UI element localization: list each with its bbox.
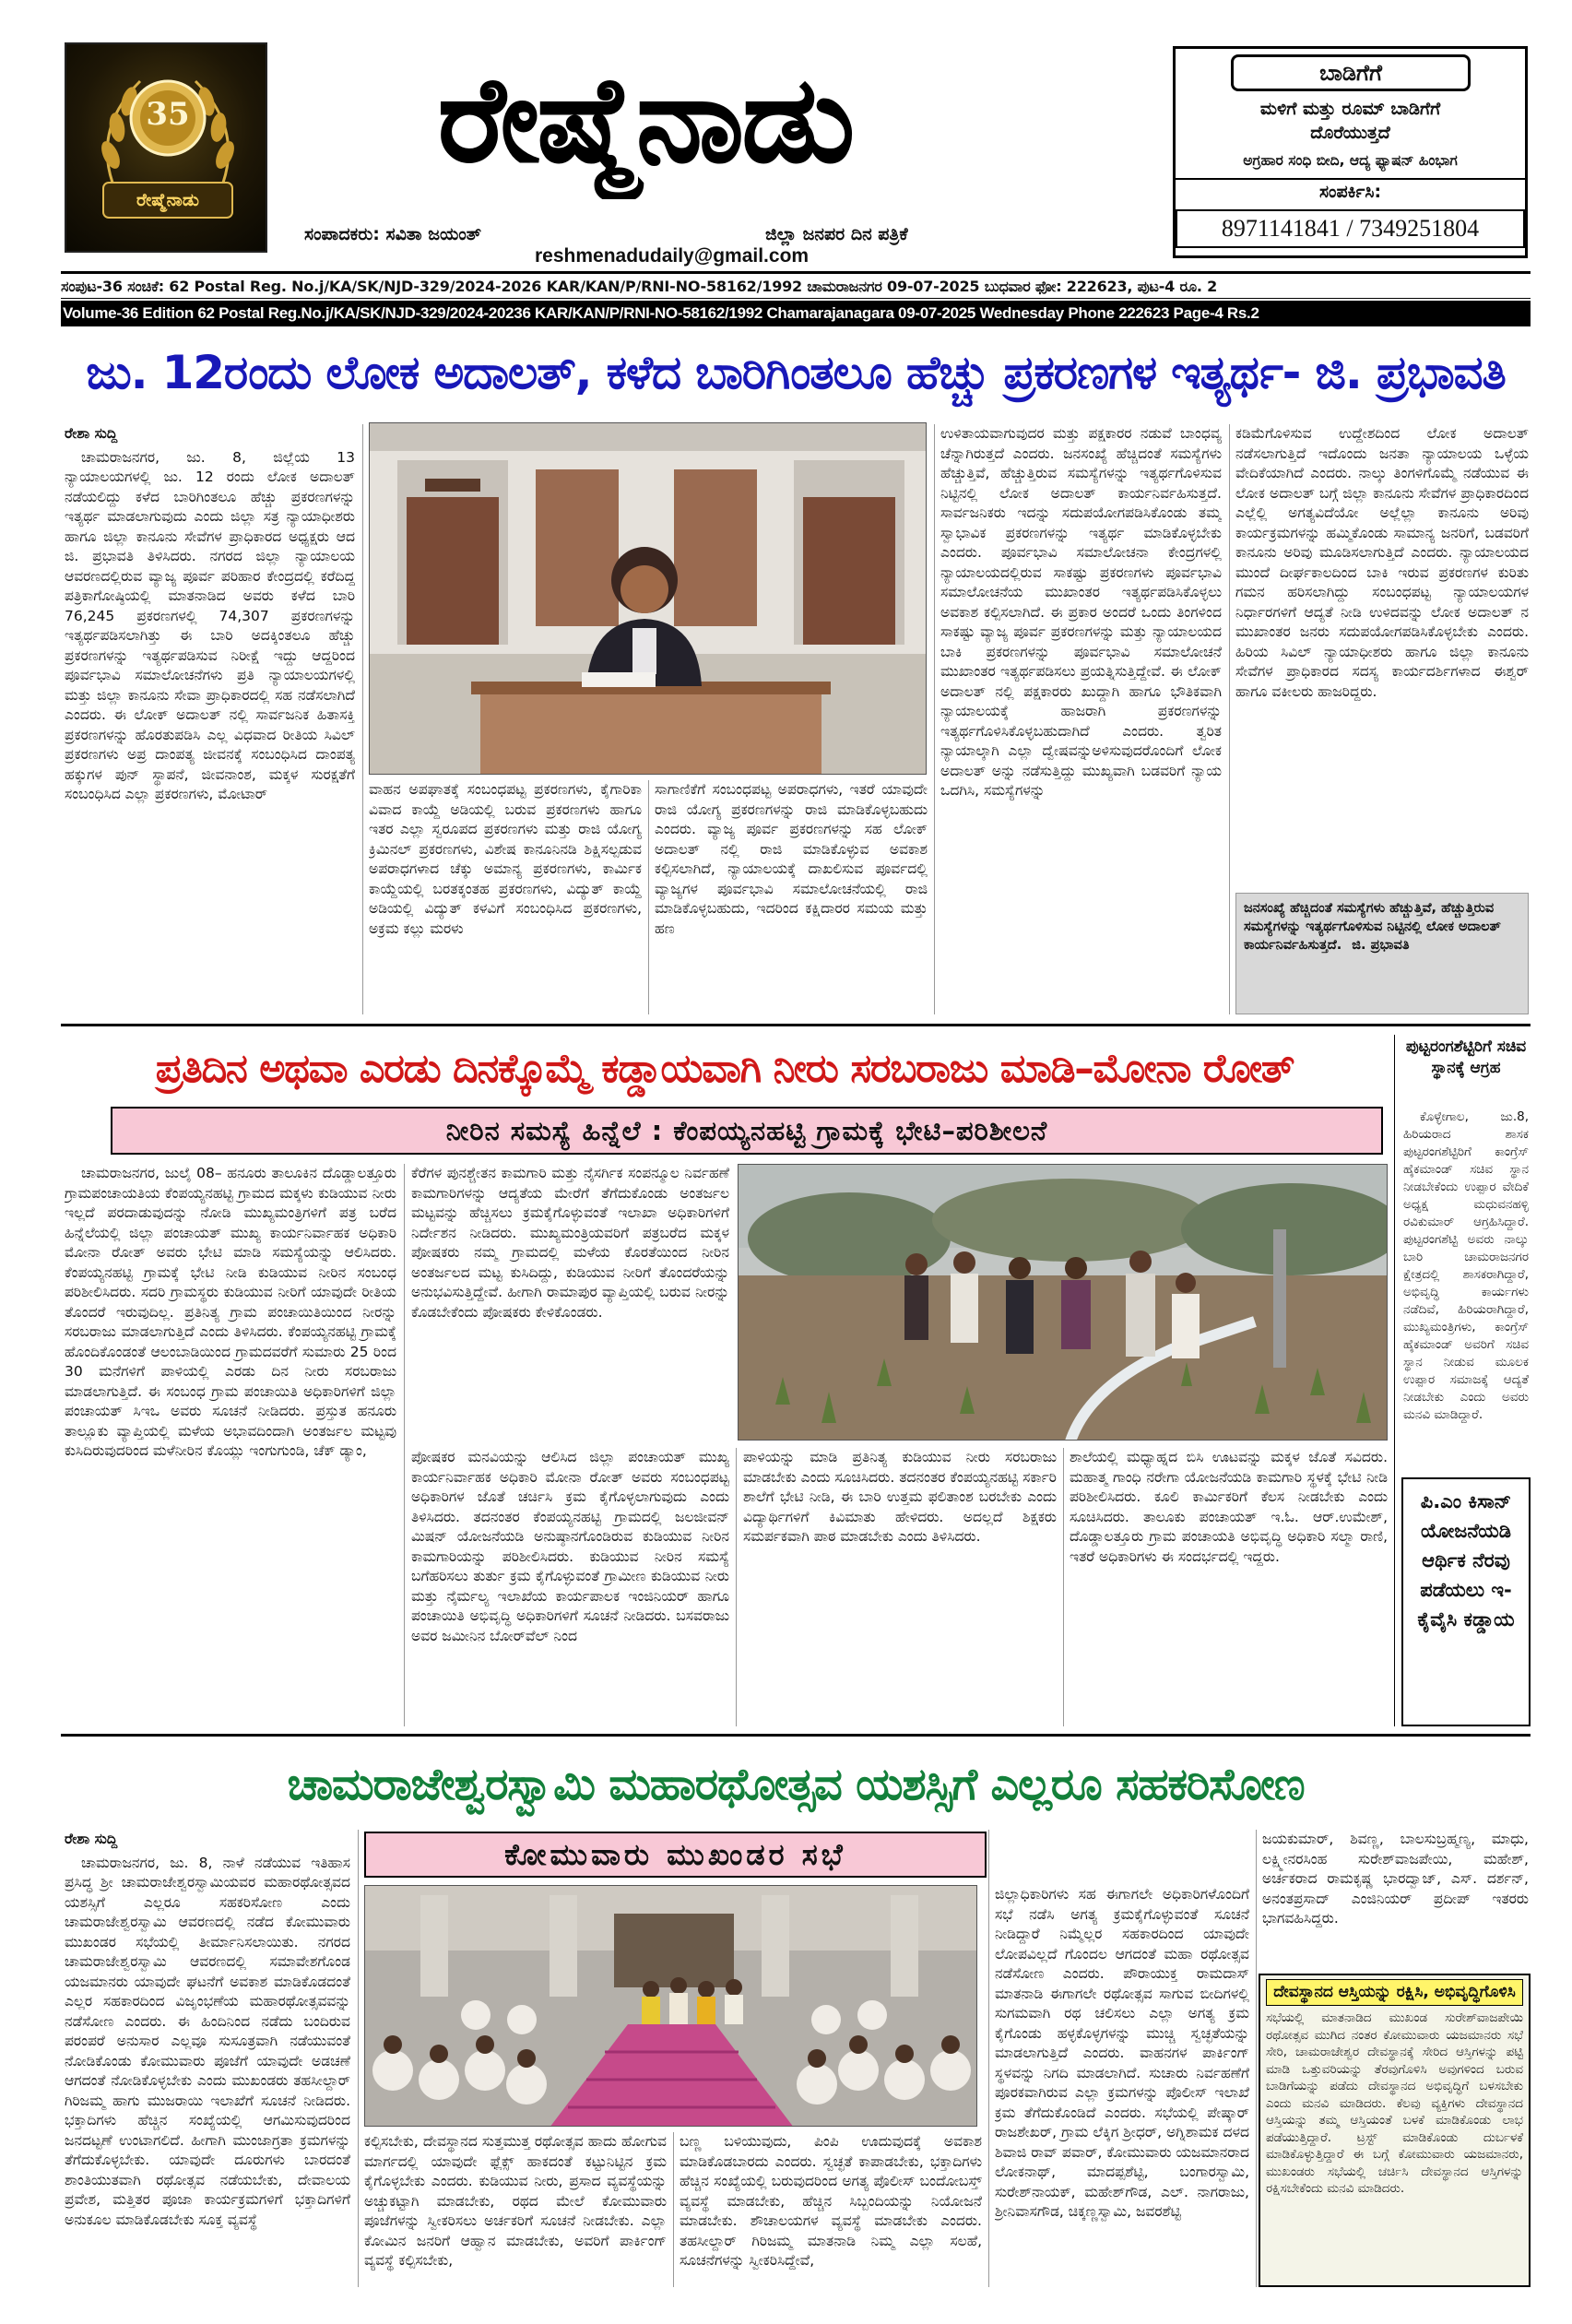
newspaper-title: ರೇಷ್ಮೆನಾಡು [438, 52, 853, 189]
judge-at-desk-image [370, 423, 927, 775]
newspaper-page [55, 37, 1531, 2287]
column-rule [404, 1164, 405, 1726]
column-rule [362, 424, 363, 1014]
temple-meeting-crowd-image [365, 1886, 977, 2127]
logo-text: ರೇಷ್ಮೆನಾಡು [136, 190, 199, 210]
story3-col2: ಕಲ್ಪಿಸಬೇಕು, ದೇವಸ್ಥಾನದ ಸುತ್ತಮುತ್ತ ರಥೋತ್ಸವ ಹಾದು ಹೋಗುವ ಮಾರ್ಗದಲ್ಲಿ ಯಾವುದೇ ಫ್ಲೆಕ್ಸ್ ಹಾಕದಂತೆ ಕಟ್ಟುನಿಟ್ಟಿನ ಕ್ರಮ ಕೈಗೊಳ್ಳಬೇಕು ಎಂದರು. ಕುಡಿಯುವ ನೀರು, ಪ್ರಸಾದ ವ್ಯವಸ್ಥೆಯನ್ನು ಅಚ್ಚುಕಟ್ಟಾಗಿ ಮಾಡಬೇಕು, ರಥದ ಮೇಲೆ ಕೋಮುವಾರು ಪೂಜೆಗಳನ್ನು ಸ್ವೀಕರಿಸಲು ಅರ್ಚಕರಿಗೆ ಸೂಚನೆ ನೀಡಬೇಕು. ಎಲ್ಲಾ ಕೋಮಿನ ಜನರಿಗೆ ಆಹ್ವಾನ ಮಾಡಬೇಕು, ಅವರಿಗೆ ಪಾರ್ಕಿಂಗ್ ವ್ಯವಸ್ಥೆ ಕಲ್ಪಿಸಬೇಕು, [364, 2133, 667, 2269]
info-bar-kannada: ಸಂಪುಟ-36 ಸಂಚಿಕೆ: 62 Postal Reg. No.j/KA/SK/NJD-329/2024-2026 KAR/KAN/P/RNI-NO-58162/1992 ಚಾಮರಾಜನಗರ 09-07-2025 ಬುಧವಾರ ಫೋ: 222623, ಪುಟ-4 ರೂ. 2 [61, 271, 1531, 299]
story2-col5: ಶಾಲೆಯಲ್ಲಿ ಮಧ್ಯಾಹ್ನದ ಬಿಸಿ ಊಟವನ್ನು ಮಕ್ಕಳ ಜೊತೆ ಸವಿದರು. ಮಹಾತ್ಮ ಗಾಂಧಿ ನರೇಗಾ ಯೋಜನೆಯಡಿ ಕಾಮಗಾರಿ ಸ್ಥಳಕ್ಕೆ ಭೇಟಿ ನೀಡಿ ಪರಿಶೀಲಿಸಿದರು. ಕೂಲಿ ಕಾರ್ಮಿಕರಿಗೆ ಕೆಲಸ ನೀಡಬೇಕು ಎಂದು ಸೂಚಿಸಿದರು. ತಾಲೂಕು ಪಂಚಾಯತ್ ಇ.ಓ. ಆರ್.ಉಮೇಶ್, ದೊಡ್ಡಾಲತ್ತೂರು ಗ್ರಾಮ ಪಂಚಾಯತಿ ಅಭಿವೃದ್ಧಿ ಅಧಿಕಾರಿ ಸಲ್ಮಾ ರಾಣಿ, ಇತರೆ ಅಧಿಕಾರಿಗಳು ಈ ಸಂದರ್ಭದಲ್ಲಿ ಇದ್ದರು. [1070, 1449, 1388, 1565]
story2-col3: ಪೋಷಕರ ಮನವಿಯನ್ನು ಆಲಿಸಿದ ಜಿಲ್ಲಾ ಪಂಚಾಯತ್ ಮುಖ್ಯ ಕಾರ್ಯನಿರ್ವಾಹಕ ಅಧಿಕಾರಿ ಮೋನಾ ರೋತ್ ಅವರು ಸಂಬಂಧಪಟ್ಟ ಅಧಿಕಾರಿಗಳ ಜೊತೆ ಚರ್ಚಿಸಿ ಕ್ರಮ ಕೈಗೊಳ್ಳಲಾಗುವುದು ಎಂದು ತಿಳಿಸಿದರು. ತದನಂತರ ಕೆಂಪಯ್ಯನಹಟ್ಟಿ ಗ್ರಾಮದಲ್ಲಿ ಜಲಜೀವನ್ ಮಿಷನ್ ಯೋಜನೆಯಡಿ ಅನುಷ್ಠಾನಗೊಂಡಿರುವ ಕುಡಿಯುವ ನೀರಿನ ಕಾಮಗಾರಿಯನ್ನು ಪರಿಶೀಲಿಸಿದರು. ಕುಡಿಯುವ ನೀರಿನ ಸಮಸ್ಯೆ ಬಗೆಹರಿಸಲು ತುರ್ತು ಕ್ರಮ ಕೈಗೊಳ್ಳುವಂತೆ ಗ್ರಾಮೀಣ ಕುಡಿಯುವ ನೀರು ಮತ್ತು ನೈರ್ಮಲ್ಯ ಇಲಾಖೆಯ ಕಾರ್ಯಪಾಲಕ ಇಂಜಿನಿಯರ್ ಹಾಗೂ ಪಂಚಾಯಿತಿ ಅಭಿವೃದ್ಧಿ ಅಧಿಕಾರಿಗಳಿಗೆ ಸೂಚನೆ ನೀಡಿದರು. ಬಸವರಾಜು ಅವರ ಜಮೀನಿನ ಬೋರ್‌ವೆಲ್ ನಿಂದ [411, 1449, 729, 1644]
story3-col5: ಜಯಕುಮಾರ್, ಶಿವಣ್ಣ, ಬಾಲಸುಬ್ರಹ್ಮಣ್ಯ, ಮಾಧು, ಲಕ್ಷ್ಮೀನರಸಿಂಹ ಸುರೇಶ್‌ವಾಜಪೇಯಿ, ಮಹೇಶ್, ಅರ್ಚಕರಾದ ರಾಮಕೃಷ್ಣ ಭಾರದ್ವಾಜ್, ಎಸ್. ದರ್ಶನ್, ಅನಂತಪ್ರಸಾದ್ ಎಂಜಿನಿಯರ್ ಪ್ರದೀಪ್ ಇತರರು ಭಾಗವಹಿಸಿದ್ದರು. [1262, 1831, 1529, 1927]
story3-box [1259, 1974, 1531, 2287]
laurel-emblem-icon [66, 44, 267, 253]
story1-col3: ಸಾಗಾಣಿಕೆಗೆ ಸಂಬಂಧಪಟ್ಟ ಅಪರಾಧಗಳು, ಇತರೆ ಯಾವುದೇ ರಾಜಿ ಯೋಗ್ಯ ಪ್ರಕರಣಗಳನ್ನು ರಾಜಿ ಮಾಡಿಕೊಳ್ಳಬಹುದು ಎಂದರು. ವ್ಯಾಜ್ಯ ಪೂರ್ವ ಪ್ರಕರಣಗಳನ್ನು ಸಹ ಲೋಕ್ ಅದಾಲತ್ ನಲ್ಲಿ ರಾಜಿ ಮಾಡಿಕೊಳ್ಳುವ ಅವಕಾಶ ಕಲ್ಪಿಸಲಾಗಿದೆ, ನ್ಯಾಯಾಲಯಕ್ಕೆ ದಾಖಲಿಸುವ ಪೂರ್ವದಲ್ಲಿ ವ್ಯಾಜ್ಯಗಳ ಪೂರ್ವಭಾವಿ ಸಮಾಲೋಚನೆಯಲ್ಲಿ ರಾಜಿ ಮಾಡಿಕೊಳ್ಳಬಹುದು, ಇದರಿಂದ ಕಕ್ಷಿದಾರರ ಸಮಯ ಮತ್ತು ಹಣ [655, 781, 928, 937]
rent-ad-box [1173, 46, 1528, 258]
story3-col1: ರೇಶಾ ಸುದ್ದಿ ಚಾಮರಾಜನಗರ, ಜು. 8, ನಾಳೆ ನಡೆಯುವ ಇತಿಹಾಸ ಪ್ರಸಿದ್ಧ ಶ್ರೀ ಚಾಮರಾಜೇಶ್ವರಸ್ವಾಮಿಯವರ ಮಹಾರಥೋತ್ಸವದ ಯಶಸ್ಸಿಗೆ ಎಲ್ಲರೂ ಸಹಕರಿಸೋಣ ಎಂದು ಚಾಮರಾಜೇಶ್ವರಸ್ವಾಮಿ ಆವರಣದಲ್ಲಿ ನಡೆದ ಕೋಮುವಾರು ಮುಖಂಡರ ಸಭೆಯಲ್ಲಿ ತೀರ್ಮಾನಿಸಲಾಯಿತು. ನಗರದ ಚಾಮರಾಜೇಶ್ವರಸ್ವಾಮಿ ಆವರಣದಲ್ಲಿ ಸಮಾವೇಶಗೊಂಡ ಯಜಮಾನರು ಯಾವುದೇ ಘಟನೆಗೆ ಅವಕಾಶ ಮಾಡಿಕೊಡದಂತೆ ಎಲ್ಲರ ಸಹಕಾರದಿಂದ ವಿಜೃಂಭಣೆಯ ಮಹಾರಥೋತ್ಸವವನ್ನು ನಡೆಸೋಣ ಎಂದರು. ಈ ಹಿಂದಿನಿಂದ ನಡೆದು ಬಂದಿರುವ ಪರಂಪರೆ ಅನುಸಾರ ಎಲ್ಲವೂ ಸುಸೂತ್ರವಾಗಿ ನಡೆಯುವಂತೆ ನೋಡಿಕೊಂಡು ಕೋಮುವಾರು ಪೂಜೆಗೆ ಯಾವುದೇ ಅಡಚಣೆ ಆಗದಂತೆ ನೋಡಿಕೊಳ್ಳಬೇಕು ಎಂದು ಮುಖಂಡರು ತಹಸೀಲ್ದಾರ್ ಗಿರಿಜಮ್ಮ ಹಾಗು ಮುಜರಾಯಿ ಇಲಾಖೆಗೆ ಸೂಚನೆ ನೀಡಿದರು. ಭಕ್ತಾದಿಗಳು ಹೆಚ್ಚಿನ ಸಂಖ್ಯೆಯಲ್ಲಿ ಆಗಮಿಸುವುದರಿಂದ ಜನದಟ್ಟಣೆ ಉಂಟಾಗಲಿದೆ. ಹೀಗಾಗಿ ಮುಂಜಾಗ್ರತಾ ಕ್ರಮಗಳನ್ನು ತೆಗೆದುಕೊಳ್ಳಬೇಕು. ಯಾವುದೇ ದೂರುಗಳು ಬಾರದಂತೆ ಶಾಂತಿಯುತವಾಗಿ ರಥೋತ್ಸವ ನಡೆಯಬೇಕು, ದೇವಾಲಯ ಪ್ರವೇಶ, ಮತ್ತಿತರ ಪೂಜಾ ಕಾರ್ಯಕ್ರಮಗಳಿಗೆ ಭಕ್ತಾದಿಗಳಿಗೆ ಅನುಕೂಲ ಮಾಡಿಕೊಡಬೇಕು ಸೂಕ್ತ ವ್ಯವಸ್ಥೆ [65, 1831, 350, 2228]
email-address: reshmenadudaily@gmail.com [535, 245, 810, 267]
story1-col5: ಕಡಿಮೆಗೊಳಿಸುವ ಉದ್ದೇಶದಿಂದ ಲೋಕ ಅದಾಲತ್ ನಡೆಸಲಾಗುತ್ತಿದೆ ಇದೊಂದು ಜನತಾ ನ್ಯಾಯಾಲಯ ಒಳ್ಳೆಯ ವೇದಿಕೆಯಾಗಿದೆ ಎಂದರು. ನಾಲ್ಕು ತಿಂಗಳಿಗೊಮ್ಮೆ ನಡೆಯುವ ಈ ಲೋಕ ಅದಾಲತ್ ಬಗ್ಗೆ ಜಿಲ್ಲಾ ಕಾನೂನು ಸೇವೆಗಳ ಪ್ರಾಧಿಕಾರದಿಂದ ಎಲ್ಲೆಲ್ಲಿ ಅಗತ್ಯವಿದೆಯೋ ಅಲ್ಲೆಲ್ಲಾ ಕಾನೂನು ಅರಿವು ಕಾರ್ಯಕ್ರಮಗಳನ್ನು ಹಮ್ಮಿಕೊಂಡು ಸಾಮಾನ್ಯ ಜನರಿಗೆ, ಬಡವರಿಗೆ ಕಾನೂನು ಅರಿವು ಮೂಡಿಸಲಾಗುತ್ತಿದೆ ಎಂದರು. ನ್ಯಾಯಾಲಯದ ಮುಂದೆ ದೀರ್ಘಕಾಲದಿಂದ ಬಾಕಿ ಇರುವ ಪ್ರಕರಣಗಳ ಕುರಿತು ಗಮನ ಹರಿಸಲಾಗಿದ್ದು ಸಂಬಂಧಪಟ್ಟ ನ್ಯಾಯಾಲಯಗಳ ನಿರ್ಧಾರಗಳಿಗೆ ಆದ್ಯತೆ ನೀಡಿ ಉಳಿದವನ್ನು ಲೋಕ ಅದಾಲತ್ ನ ಮುಖಾಂತರ ಜನರು ಸದುಪಯೋಗಪಡಿಸಿಕೊಳ್ಳಬೇಕು ಎಂದರು. ಹಿರಿಯ ಸಿವಿಲ್ ನ್ಯಾಯಾಧೀಶರು ಹಾಗೂ ಜಿಲ್ಲಾ ಕಾನೂನು ಸೇವೆಗಳ ಪ್ರಾಧಿಕಾರದ ಸದಸ್ಯ ಕಾರ್ಯದರ್ಶಿಗಳಾದ ಈಶ್ವರ್ ಹಾಗೂ ವಕೀಲರು ಹಾಜರಿದ್ದರು. [1235, 425, 1529, 700]
section-divider [61, 1024, 1531, 1026]
rent-ad-line1: ಮಳಿಗೆ ಮತ್ತು ರೂಮ್ ಬಾಡಿಗೆಗೆ [1259, 99, 1441, 119]
logo-badge [65, 42, 267, 253]
story2-col2: ಕೆರೆಗಳ ಪುನಶ್ಚೇತನ ಕಾಮಗಾರಿ ಮತ್ತು ನೈಸರ್ಗಿಕ ಸಂಪನ್ಮೂಲ ನಿರ್ವಹಣೆ ಕಾಮಗಾರಿಗಳನ್ನು ಆದ್ಯತೆಯ ಮೇರೆಗೆ ತೆಗೆದುಕೊಂಡು ಅಂತರ್ಜಲ ಮಟ್ಟವನ್ನು ಹೆಚ್ಚಿಸಲು ಕ್ರಮಕೈಗೊಳ್ಳುವಂತೆ ಇಲಾಖಾ ಅಧಿಕಾರಿಗಳಿಗೆ ನಿರ್ದೇಶನ ನೀಡಿದರು. ಮುಖ್ಯಮಂತ್ರಿಯವರಿಗೆ ಪತ್ರಬರೆದ ಮಕ್ಕಳ ಪೋಷಕರು ನಮ್ಮ ಗ್ರಾಮದಲ್ಲಿ ಮಳೆಯ ಕೊರತೆಯಿಂದ ನೀರಿನ ಅಂತರ್ಜಲದ ಮಟ್ಟ ಕುಸಿದಿದ್ದು, ಕುಡಿಯುವ ನೀರಿಗೆ ತೊಂದರೆಯನ್ನು ಅನುಭವಿಸುತ್ತಿದ್ದೇವೆ. ಹೀಗಾಗಿ ರಾಮಾಪುರ ವ್ಯಾಪ್ತಿಯಲ್ಲಿ ಬರುವ ನೀರನ್ನು ಕೊಡಬೇಕೆಂದು ಪೋಷಕರು ಕೇಳಿಕೊಂಡರು. [411, 1165, 729, 1321]
tagline: ಜಿಲ್ಲಾ ಜನಪರ ದಿನ ಪತ್ರಿಕೆ [765, 224, 908, 244]
column-rule [358, 1830, 359, 2287]
badge-number: 35 [146, 96, 190, 133]
story3-subhead-box: ಕೋಮುವಾರು ಮುಖಂಡರ ಸಭೆ [364, 1832, 987, 1878]
story2-photo-village-visit [738, 1164, 1388, 1441]
column-rule [988, 1830, 989, 2287]
story1-pullquote-box [1235, 893, 1529, 1014]
story1-byline: ರೇಶಾ ಸುದ್ದಿ [65, 425, 118, 442]
story1-headline: ಜು. 12ರಂದು ಲೋಕ ಅದಾಲತ್, ಕಳೆದ ಬಾರಿಗಿಂತಲೂ ಹೆಚ್ಚು ಪ್ರಕರಣಗಳ ಇತ್ಯರ್ಥ- ಜಿ. ಪ್ರಭಾವತಿ [86, 346, 1506, 399]
sidebar2-text: ಪಿ.ಎಂ ಕಿಸಾನ್ ಯೋಜನೆಯಡಿ ಆರ್ಥಿಕ ನೆರವು ಪಡೆಯಲು ಇ-ಕೈವೈಸಿ ಕಡ್ಡಾಯ [1417, 1490, 1515, 1630]
rent-ad-contact-label: ಸಂಪರ್ಕಿಸಿ: [1176, 178, 1525, 202]
column-rule [1229, 424, 1230, 1014]
rent-ad-line2: ದೊರೆಯುತ್ತದೆ [1310, 123, 1390, 143]
info-bar-english: Volume-36 Edition 62 Postal Reg.No.j/KA/SK/NJD-329/2024-20236 KAR/KAN/P/RNI-NO-58162/1992 Chamarajanagara 09-07-2025 Wednesday Phone 222623 Page-4 Rs.2 [61, 301, 1531, 326]
column-rule [1256, 1830, 1257, 2287]
column-rule [1394, 1035, 1395, 1726]
rent-ad-heading: ಬಾಡಿಗೆಗೆ [1231, 54, 1471, 91]
story3-col4: ಜಿಲ್ಲಾಧಿಕಾರಿಗಳು ಸಹ ಈಗಾಗಲೇ ಅಧಿಕಾರಿಗಳೊಂದಿಗೆ ಸಭೆ ನಡೆಸಿ ಅಗತ್ಯ ಕ್ರಮಕೈಗೊಳ್ಳುವಂತೆ ಸೂಚನೆ ನೀಡಿದ್ದಾರೆ ನಿಮ್ಮೆಲ್ಲರ ಸಹಕಾರದಿಂದ ಯಾವುದೇ ಲೋಪವಿಲ್ಲದೆ ಗೊಂದಲ ಆಗದಂತೆ ಮಹಾ ರಥೋತ್ಸವ ನಡೆಸೋಣ ಎಂದರು. ಪೌರಾಯುಕ್ತ ರಾಮದಾಸ್ ಮಾತನಾಡಿ ಈಗಾಗಲೇ ರಥೋತ್ಸವ ಸಾಗುವ ಬೀದಿಗಳಲ್ಲಿ ಸುಗಮವಾಗಿ ರಥ ಚಲಿಸಲು ಎಲ್ಲಾ ಅಗತ್ಯ ಕ್ರಮ ಕೈಗೊಂಡು ಹಳ್ಳಕೊಳ್ಳಗಳನ್ನು ಮುಚ್ಚಿ ಸ್ವಚ್ಛತೆಯನ್ನು ಮಾಡಲಾಗುತ್ತಿದೆ ಎಂದರು. ವಾಹನಗಳ ಪಾರ್ಕಿಂಗ್ ಸ್ಥಳವನ್ನು ನಿಗದಿ ಮಾಡಲಾಗಿದೆ. ಸುಚಾರು ನಿರ್ವಹಣೆಗೆ ಪೂರಕವಾಗಿರುವ ಎಲ್ಲಾ ಕ್ರಮಗಳನ್ನು ಪೊಲೀಸ್ ಇಲಾಖೆ ಕ್ರಮ ತೆಗೆದುಕೊಂಡಿದೆ ಎಂದರು. ಸಭೆಯಲ್ಲಿ ಪೇಷ್ಕಾರ್ ರಾಜಶೇಖರ್, ಗ್ರಾಮ ಲೆಕ್ಕಿಗ ಶ್ರೀಧರ್, ಅಗ್ನಿಶಾಮಕ ದಳದ ಶಿವಾಜಿ ರಾವ್ ಪವಾರ್, ಕೋಮುವಾರು ಯಜಮಾನರಾದ ಲೋಕನಾಥ್, ಮಾದಪ್ಪಶೆಟ್ಟಿ, ಬಂಗಾರಸ್ವಾಮಿ, ಸುರೇಶ್‌ನಾಯಕ್, ಮಹೇಶ್‌ಗೌಡ, ಎಲ್. ನಾಗರಾಜು, ಶ್ರೀನಿವಾಸಗೌಡ, ಚಿಕ್ಕಣ್ಣಸ್ವಾಮಿ, ಜವರಶೆಟ್ಟಿ [995, 1886, 1249, 2220]
officials-inspecting-water-pipe-image [739, 1165, 1388, 1441]
story3-byline: ರೇಶಾ ಸುದ್ದಿ [65, 1831, 118, 1847]
sidebar1-body: ಕೊಳ್ಳೇಗಾಲ, ಜು.8, ಹಿರಿಯರಾದ ಶಾಸಕ ಪುಟ್ಟರಂಗಶೆಟ್ಟಿರಿಗೆ ಕಾಂಗ್ರೆಸ್ ಹೈಕಮಾಂಡ್ ಸಚಿವ ಸ್ಥಾನ ನೀಡಬೇಕೆಂದು ಉಪ್ಪಾರ ವೇದಿಕೆ ಅಧ್ಯಕ್ಷ ಮಧುವನಹಳ್ಳಿ ರವಿಕುಮಾರ್ ಆಗ್ರಹಿಸಿದ್ದಾರೆ. ಪುಟ್ಟರಂಗಶೆಟ್ಟಿ ಅವರು ನಾಲ್ಕು ಬಾರಿ ಚಾಮರಾಜನಗರ ಕ್ಷೇತ್ರದಲ್ಲಿ ಶಾಸಕರಾಗಿದ್ದಾರೆ, ಅಭಿವೃದ್ಧಿ ಕಾರ್ಯಗಳು ನಡೆದಿವೆ, ಹಿರಿಯರಾಗಿದ್ದಾರೆ, ಮುಖ್ಯಮಂತ್ರಿಗಳು, ಕಾಂಗ್ರೆಸ್ ಹೈಕಮಾಂಡ್ ಅವರಿಗೆ ಸಚಿವ ಸ್ಥಾನ ನೀಡುವ ಮೂಲಕ ಉಪ್ಪಾರ ಸಮಾಜಕ್ಕೆ ಆದ್ಯತೆ ನೀಡಬೇಕು ಎಂದು ಅವರು ಮನವಿ ಮಾಡಿದ್ದಾರೆ. [1403, 1109, 1529, 1422]
story2-col4: ಪಾಳಿಯನ್ನು ಮಾಡಿ ಪ್ರತಿನಿತ್ಯ ಕುಡಿಯುವ ನೀರು ಸರಬರಾಜು ಮಾಡಬೇಕು ಎಂದು ಸೂಚಿಸಿದರು. ತದನಂತರ ಕೆಂಪಯ್ಯನಹಟ್ಟಿ ಸರ್ಕಾರಿ ಶಾಲೆಗೆ ಭೇಟಿ ನೀಡಿ, ಈ ಬಾರಿ ಉತ್ತಮ ಫಲಿತಾಂಶ ಬರಬೇಕು ಎಂದು ವಿದ್ಯಾರ್ಥಿಗಳಿಗೆ ಕಿವಿಮಾತು ಹೇಳಿದರು. ಅದಲ್ಲದೆ ಶಿಕ್ಷಕರು ಸಮರ್ಪಕವಾಗಿ ಪಾಠ ಮಾಡಬೇಕು ಎಂದು ತಿಳಿಸಿದರು. [743, 1449, 1057, 1545]
story1-col4: ಉಳಿತಾಯವಾಗುವುದರ ಮತ್ತು ಪಕ್ಷಕಾರರ ನಡುವೆ ಬಾಂಧವ್ಯ ಚೆನ್ನಾಗಿರುತ್ತದೆ ಎಂದರು. ಜನಸಂಖ್ಯೆ ಹೆಚ್ಚಿದಂತೆ ಸಮಸ್ಯೆಗಳು ಹೆಚ್ಚುತ್ತಿವೆ, ಹೆಚ್ಚುತ್ತಿರುವ ಸಮಸ್ಯೆಗಳನ್ನು ಇತ್ಯರ್ಥಗೊಳಿಸುವ ನಿಟ್ಟಿನಲ್ಲಿ ಲೋಕ ಅದಾಲತ್ ಕಾರ್ಯನಿರ್ವಹಿಸುತ್ತದೆ. ಸಾರ್ವಜನಿಕರು ಇದನ್ನು ಸದುಪಯೋಗಪಡಿಸಿಕೊಂಡು ತಮ್ಮ ಸ್ವಾಭಾವಿಕ ಪ್ರಕರಣಗಳನ್ನು ಇತ್ಯರ್ಥ ಮಾಡಿಕೊಳ್ಳಬೇಕು ಎಂದರು. ಪೂರ್ವಭಾವಿ ಸಮಾಲೋಚನಾ ಕೇಂದ್ರಗಳಲ್ಲಿ ನ್ಯಾಯಾಲಯದಲ್ಲಿರುವ ಸಾಕಷ್ಟು ಪ್ರಕರಣಗಳು ಪೂರ್ವಭಾವಿ ಸಮಾಲೋಚನೆಯ ಮುಖಾಂತರ ಇತ್ಯರ್ಥಪಡಿಸಿಕೊಳ್ಳಲು ಅವಕಾಶ ಕಲ್ಪಿಸಲಾಗಿದೆ. ಈ ಪ್ರಕಾರ ಅಂದರೆ ಒಂದು ತಿಂಗಳಿಂದ ಸಾಕಷ್ಟು ವ್ಯಾಜ್ಯ ಪೂರ್ವ ಪ್ರಕರಣಗಳನ್ನು ಮತ್ತು ನ್ಯಾಯಾಲಯದ ಬಾಕಿ ಪ್ರಕರಣಗಳನ್ನು ಪೂರ್ವಭಾವಿ ಸಮಾಲೋಚನೆ ಮುಖಾಂತರ ಇತ್ಯರ್ಥಪಡಿಸಲು ಪ್ರಯತ್ನಿಸುತ್ತಿದ್ದೇವೆ. ಈ ಲೋಕ್ ಅದಾಲತ್ ನಲ್ಲಿ ಪಕ್ಷಕಾರರು ಖುದ್ದಾಗಿ ಹಾಗೂ ಭೌತಿಕವಾಗಿ ನ್ಯಾಯಾಲಯಕ್ಕೆ ಹಾಜರಾಗಿ ಪ್ರಕರಣಗಳನ್ನು ಇತ್ಯರ್ಥಗೊಳಿಸಿಕೊಳ್ಳಬಹುದಾಗಿದೆ ಎಂದರು. ತ್ವರಿತ ನ್ಯಾಯಾಲ್ಕಾಗಿ ಎಲ್ಲಾ ದ್ವೇಷವನ್ನುಅಳಿಸುವುದರೊಂದಿಗೆ ಲೋಕ ಅದಾಲತ್ ಅನ್ನು ನಡೆಸುತ್ತಿದ್ದು ಮುಖ್ಯವಾಗಿ ಬಡವರಿಗೆ ನ್ಯಾಯ ಒದಗಿಸಿ, ಸಮಸ್ಯೆಗಳನ್ನು [940, 425, 1222, 799]
story3-photo-temple-meeting [364, 1885, 977, 2127]
pullquote-text: ಜನಸಂಖ್ಯೆ ಹೆಚ್ಚಿದಂತೆ ಸಮಸ್ಯೆಗಳು ಹೆಚ್ಚುತ್ತಿವೆ, ಹೆಚ್ಚುತ್ತಿರುವ ಸಮಸ್ಯೆಗಳನ್ನು ಇತ್ಯರ್ಥಗೊಳಿಸುವ ನಿಟ್ಟಿನಲ್ಲಿ ಲೋಕ ಅದಾಲತ್ ಕಾರ್ಯನಿರ್ವಹಿಸುತ್ತದೆ. [1244, 901, 1501, 953]
rent-ad-phones: 8971141841 / 7349251804 [1176, 209, 1525, 248]
story2-subhead-box: ನೀರಿನ ಸಮಸ್ಯೆ ಹಿನ್ನೆಲೆ : ಕೆಂಪಯ್ಯನಹಟ್ಟಿ ಗ್ರಾಮಕ್ಕೆ ಭೇಟಿ–ಪರಿಶೀಲನೆ [111, 1107, 1383, 1155]
column-rule [648, 780, 649, 1014]
column-rule [673, 2132, 674, 2287]
editor-line: ಸಂಪಾದಕರು: ಸವಿತಾ ಜಯಂತ್ [304, 224, 482, 244]
story1-col2: ವಾಹನ ಅಪಘಾತಕ್ಕೆ ಸಂಬಂಧಪಟ್ಟ ಪ್ರಕರಣಗಳು, ಕೈಗಾರಿಕಾ ವಿವಾದ ಕಾಯ್ದೆ ಅಡಿಯಲ್ಲಿ ಬರುವ ಪ್ರಕರಣಗಳು ಹಾಗೂ ಇತರ ಎಲ್ಲಾ ಸ್ವರೂಪದ ಪ್ರಕರಣಗಳು ಮತ್ತು ರಾಜಿ ಯೋಗ್ಯ ಕ್ರಿಮಿನಲ್ ಪ್ರಕರಣಗಳು, ವಿಶೇಷ ಕಾನೂನಿನಡಿ ಶಿಕ್ಷಿಸಲ್ಪಡುವ ಅಪರಾಧಗಳಾದ ಚೆಕ್ಕು ಅಮಾನ್ಯ ಪ್ರಕರಣಗಳು, ಕಾರ್ಮಿಕ ಕಾಯ್ದೆಯಲ್ಲಿ ಬರತಕ್ಕಂತಹ ಪ್ರಕರಣಗಳು, ವಿದ್ಯುತ್ ಕಾಯ್ದೆ ಅಡಿಯಲ್ಲಿ ವಿದ್ಯುತ್ ಕಳವಿಗೆ ಸಂಬಂಧಿಸಿದ ಪ್ರಕರಣಗಳು, ಅಕ್ರಮ ಕಲ್ಲು ಮರಳು [369, 781, 642, 937]
rent-ad-address: ಅಗ್ರಹಾರ ಸಂಧಿ ಬೀದಿ, ಆದ್ಯ ಫ್ಯಾಷನ್ ಹಿಂಭಾಗ [1243, 152, 1458, 169]
story1-col1: ರೇಶಾ ಸುದ್ದಿ ಚಾಮರಾಜನಗರ, ಜು. 8, ಜಿಲ್ಲೆಯ 13 ನ್ಯಾಯಾಲಯಗಳಲ್ಲಿ ಜು. 12 ರಂದು ಲೋಕ ಅದಾಲತ್ ನಡೆಯಲಿದ್ದು ಕಳೆದ ಬಾರಿಗಿಂತಲೂ ಹೆಚ್ಚು ಪ್ರಕರಣಗಳನ್ನು ಇತ್ಯರ್ಥ ಮಾಡಲಾಗುವುದು ಎಂದು ಜಿಲ್ಲಾ ಸತ್ರ ನ್ಯಾಯಾಧೀಶರು ಹಾಗೂ ಜಿಲ್ಲಾ ಕಾನೂನು ಸೇವೆಗಳ ಪ್ರಾಧಿಕಾರದ ಅಧ್ಯಕ್ಷರು ಆದ ಜಿ. ಪ್ರಭಾವತಿ ತಿಳಿಸಿದರು. ನಗರದ ಜಿಲ್ಲಾ ನ್ಯಾಯಾಲಯ ಆವರಣದಲ್ಲಿರುವ ವ್ಯಾಜ್ಯ ಪೂರ್ವ ಪರಿಹಾರ ಕೇಂದ್ರದಲ್ಲಿ ಕರೆದಿದ್ದ ಪತ್ರಿಕಾಗೋಷ್ಠಿಯಲ್ಲಿ ಮಾತನಾಡಿದ ಅವರು ಕಳೆದ ಬಾರಿ 76,245 ಪ್ರಕರಣಗಳಲ್ಲಿ 74,307 ಪ್ರಕರಣಗಳನ್ನು ಇತ್ಯರ್ಥಪಡಿಸಲಾಗಿತ್ತು ಈ ಬಾರಿ ಅದಕ್ಕಿಂತಲೂ ಹೆಚ್ಚು ಪ್ರಕರಣಗಳನ್ನು ಇತ್ಯರ್ಥಪಡಿಸುವ ನಿರೀಕ್ಷೆ ಇದ್ದು ಆದ್ದರಿಂದ ಪೂರ್ವಭಾವಿ ಸಮಾಲೋಚನೆಗಳು ಪ್ರತಿ ನ್ಯಾಯಾಲಯಗಳಲ್ಲಿ ಮತ್ತು ಜಿಲ್ಲಾ ಕಾನೂನು ಸೇವಾ ಪ್ರಾಧಿಕಾರದಲ್ಲಿ ಸಹ ನಡೆಸಲಾಗಿದೆ ಎಂದರು. ಈ ಲೋಕ್ ಅದಾಲತ್ ನಲ್ಲಿ ಸಾರ್ವಜನಿಕ ಹಿತಾಸಕ್ತಿ ಪ್ರಕರಣಗಳನ್ನು ಹೊರತುಪಡಿಸಿ ಎಲ್ಲ ವಿಧವಾದ ರೀತಿಯ ಸಿವಿಲ್ ಪ್ರಕರಣಗಳು ಅಪ್ರ ದಾಂಪತ್ಯ ಜೀವನಕ್ಕೆ ಸಂಬಂಧಿಸಿದ ದಾಂಪತ್ಯ ಹಕ್ಕುಗಳ ಪುನ್ ಸ್ಥಾಪನೆ, ಜೀವನಾಂಶ, ಮಕ್ಕಳ ಸುರಕ್ಷತೆಗೆ ಸಂಬಂಧಿಸಿದ ಎಲ್ಲಾ ಪ್ರಕರಣಗಳು, ಮೋಟಾರ್ [65, 425, 355, 802]
column-rule [736, 1448, 737, 1726]
story3-box-title: ದೇವಸ್ಥಾನದ ಆಸ್ತಿಯನ್ನು ರಕ್ಷಿಸಿ, ಅಭಿವೃದ್ಧಿಗೊಳಿಸಿ [1266, 1979, 1523, 2006]
section-divider [61, 1734, 1531, 1737]
column-rule [934, 424, 935, 1014]
column-rule [1063, 1448, 1064, 1726]
story3-box-body: ಸಭೆಯಲ್ಲಿ ಮಾತನಾಡಿದ ಮುಖಂಡ ಸುರೇಶ್‌ವಾಜಪೇಯಿ ರಥೋತ್ಸವ ಮುಗಿದ ನಂತರ ಕೋಮುವಾರು ಯಜಮಾನರು ಸಭೆ ಸೇರಿ, ಚಾಮರಾಜೇಶ್ವರ ದೇವಸ್ಥಾನಕ್ಕೆ ಸೇರಿದ ಆಸ್ತಿಗಳನ್ನು ಪಟ್ಟಿ ಮಾಡಿ ಒತ್ತುವರಿಯನ್ನು ತೆರವುಗೊಳಿಸಿ ಅವುಗಳಿಂದ ಬರುವ ಬಾಡಿಗೆಯನ್ನು ಪಡೆದು ದೇವಸ್ಥಾನದ ಅಭಿವೃದ್ಧಿಗೆ ಬಳಸಬೇಕು ಎಂದು ಮನವಿ ಮಾಡಿದರು. ಕೆಲವು ವ್ಯಕ್ತಿಗಳು ದೇವಸ್ಥಾನದ ಆಸ್ತಿಯನ್ನು ತಮ್ಮ ಆಸ್ತಿಯಂತೆ ಬಳಕೆ ಮಾಡಿಕೊಂಡು ಲಾಭ ಪಡೆಯುತ್ತಿದ್ದಾರೆ. ಟ್ರಸ್ಟ್ ಮಾಡಿಕೊಂಡು ದುರ್ಬಳಕೆ ಮಾಡಿಕೊಳ್ಳುತ್ತಿದ್ದಾರೆ ಈ ಬಗ್ಗೆ ಕೋಮುವಾರು ಯಜಮಾನರು, ಮುಖಂಡರು ಸಭೆಯಲ್ಲಿ ಚರ್ಚಿಸಿ ದೇವಸ್ಥಾನದ ಆಸ್ತಿಗಳನ್ನು ರಕ್ಷಿಸಬೇಕೆಂದು ಮನವಿ ಮಾಡಿದರು. [1266, 2010, 1523, 2196]
story1-photo-judge [369, 422, 927, 775]
sidebar2-box [1401, 1477, 1531, 1726]
sidebar1-headline: ಪುಟ್ಟರಂಗಶೆಟ್ಟಿರಿಗೆ ಸಚಿವ ಸ್ಥಾನಕ್ಕೆ ಆಗ್ರಹ [1405, 1038, 1527, 1077]
story3-col3: ಬಣ್ಣ ಬಳಿಯುವುದು, ಪಿಂಪಿ ಊದುವುದಕ್ಕೆ ಅವಕಾಶ ಮಾಡಿಕೊಡಬಾರದು ಎಂದರು. ಸ್ವಚ್ಛತೆ ಕಾಪಾಡಬೇಕು, ಭಕ್ತಾದಿಗಳು ಹೆಚ್ಚಿನ ಸಂಖ್ಯೆಯಲ್ಲಿ ಬರುವುದರಿಂದ ಅಗತ್ಯ ಪೊಲೀಸ್ ಬಂದೋಬಸ್ತ್ ವ್ಯವಸ್ಥೆ ಮಾಡಬೇಕು, ಹೆಚ್ಚಿನ ಸಿಬ್ಬಂದಿಯನ್ನು ನಿಯೋಜನೆ ಮಾಡಬೇಕು. ಶೌಚಾಲಯಗಳ ವ್ಯವಸ್ಥೆ ಮಾಡಬೇಕು ಎಂದರು. ತಹಸೀಲ್ದಾರ್ ಗಿರಿಜಮ್ಮ ಮಾತನಾಡಿ ನಿಮ್ಮ ಎಲ್ಲಾ ಸಲಹೆ, ಸೂಚನೆಗಳನ್ನು ಸ್ವೀಕರಿಸಿದ್ದೇವೆ, [680, 2133, 982, 2269]
story2-col1: ಚಾಮರಾಜನಗರ, ಜುಲೈ 08– ಹನೂರು ತಾಲೂಕಿನ ದೊಡ್ಡಾಲತ್ತೂರು ಗ್ರಾಮಪಂಚಾಯತಿಯ ಕೆಂಪಯ್ಯನಹಟ್ಟಿ ಗ್ರಾಮದ ಮಕ್ಕಳು ಕುಡಿಯುವ ನೀರು ಇಲ್ಲದೆ ಪರದಾಡುವುದನ್ನು ನೋಡಿ ಮುಖ್ಯಮಂತ್ರಿಗಳಿಗೆ ಪತ್ರ ಬರೆದ ಹಿನ್ನೆಲೆಯಲ್ಲಿ ಜಿಲ್ಲಾ ಪಂಚಾಯತ್ ಮುಖ್ಯ ಕಾರ್ಯನಿರ್ವಾಹಕ ಅಧಿಕಾರಿ ಮೋನಾ ರೋತ್ ಅವರು ಭೇಟಿ ಮಾಡಿ ಸಮಸ್ಯೆಯನ್ನು ಆಲಿಸಿದರು. ಕೆಂಪಯ್ಯನಹಟ್ಟಿ ಗ್ರಾಮಕ್ಕೆ ಭೇಟಿ ನೀಡಿ ಕುಡಿಯುವ ನೀರಿನ ಸಂಬಂಧ ಪರಿಶೀಲಿಸಿದರು. ಸದರಿ ಗ್ರಾಮಸ್ಥರು ಕುಡಿಯುವ ನೀರಿಗೆ ಯಾವುದೇ ರೀತಿಯ ತೊಂದರೆ ಇರುವುದಿಲ್ಲ. ಪ್ರತಿನಿತ್ಯ ಗ್ರಾಮ ಪಂಚಾಯಿತಿಯಿಂದ ನೀರನ್ನು ಸರಬರಾಜು ಮಾಡಲಾಗುತ್ತಿದೆ ಎಂದು ತಿಳಿಸಿದರು. ಕೆಂಪಯ್ಯನಹಟ್ಟಿ ಗ್ರಾಮಕ್ಕೆ ಹೊಂದಿಕೊಂಡಂತೆ ಆಲಂಬಾಡಿಯಿಂದ ಗ್ರಾಮದವರೆಗೆ ಸುಮಾರು 25 ರಿಂದ 30 ಮನೆಗಳಿಗೆ ಪಾಳಿಯಲ್ಲಿ ಎರಡು ದಿನ ನೀರು ಸರಬರಾಜು ಮಾಡಲಾಗುತ್ತಿದೆ. ಈ ಸಂಬಂಧ ಗ್ರಾಮ ಪಂಚಾಯಿತಿ ಅಧಿಕಾರಿಗಳಿಗೆ ಜಿಲ್ಲಾ ಪಂಚಾಯತ್ ಸಿಇಒ ಅವರು ಸೂಚನೆ ನೀಡಿದರು. ಪ್ರಸ್ತುತ ಹನೂರು ತಾಲ್ಲೂಕು ವ್ಯಾಪ್ತಿಯಲ್ಲಿ ಮಳೆಯ ಅಭಾವದಿಂದಾಗಿ ಅಂತರ್ಜಲ ಮಟ್ಟವು ಕುಸಿದಿರುವುದರಿಂದ ಮಳೆನೀರಿನ ಕೊಯ್ಲು ಇಂಗುಗುಂಡಿ, ಚೆಕ್ ಡ್ಯಾಂ, [65, 1165, 396, 1459]
story3-headline: ಚಾಮರಾಜೇಶ್ವರಸ್ವಾಮಿ ಮಹಾರಥೋತ್ಸವ ಯಶಸ್ಸಿಗೆ ಎಲ್ಲರೂ ಸಹಕರಿಸೋಣ [287, 1759, 1305, 1810]
story2-headline: ಪ್ರತಿದಿನ ಅಥವಾ ಎರಡು ದಿನಕ್ಕೊಮ್ಮೆ ಕಡ್ಡಾಯವಾಗಿ ನೀರು ಸರಬರಾಜು ಮಾಡಿ–ಮೋನಾ ರೋತ್ [155, 1046, 1294, 1092]
pullquote-attribution: ಜಿ. ಪ್ರಭಾವತಿ [1352, 938, 1410, 953]
